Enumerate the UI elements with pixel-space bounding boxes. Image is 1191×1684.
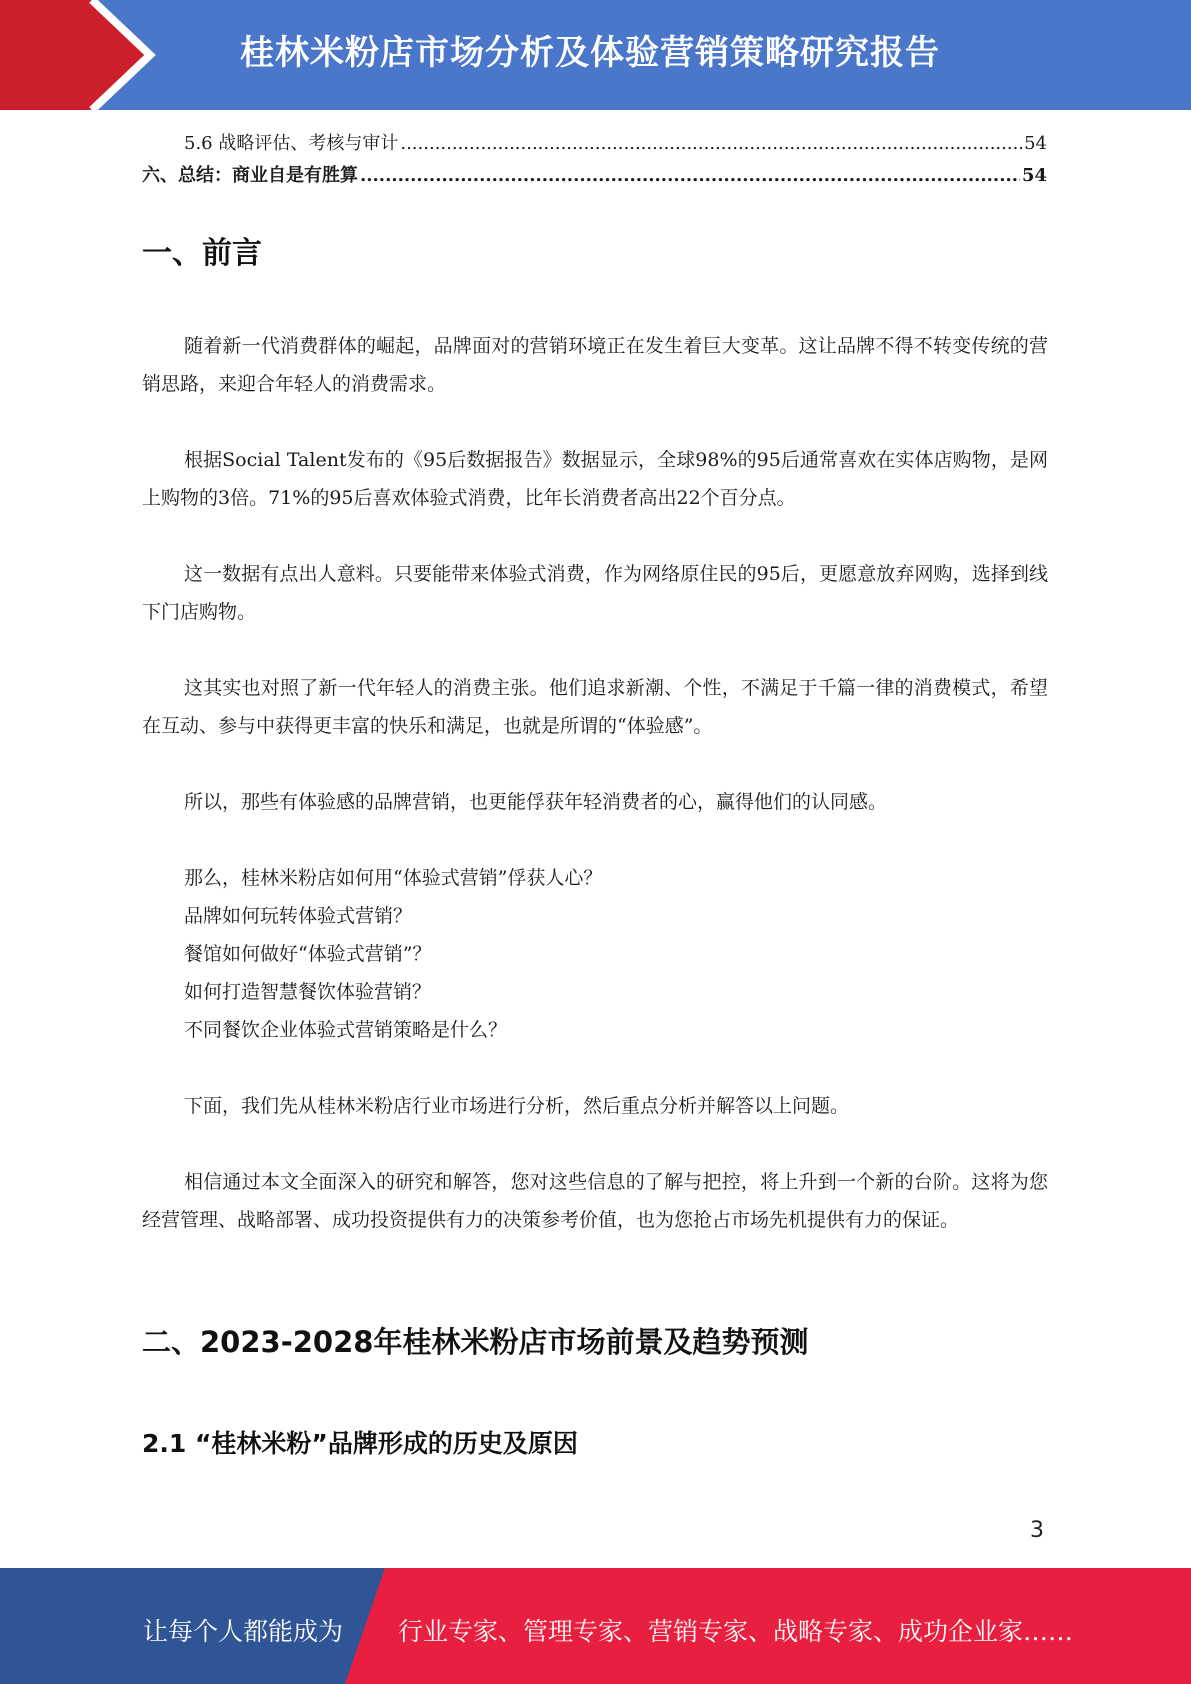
paragraph: 相信通过本文全面深入的研究和解答，您对这些信息的了解与把控，将上升到一个新的台阶。这将为您经营管理、战略部署、成功投资提供有力的决策参考价值，也为您抢占市场先机提供有力的保证。: [142, 1171, 1048, 1231]
paragraph: 根据Social Talent发布的《95后数据报告》数据显示，全球98%的95后通常喜欢在实体店购物，是网上购物的3倍。71%的95后喜欢体验式消费，比年长消费者高出22个百分点。: [142, 449, 1048, 509]
toc-entry-page: 54: [1021, 165, 1047, 186]
footer-slogan-left: 让每个人都能成为: [143, 1617, 344, 1646]
section-heading-market-forecast: 二、2023-2028年桂林米粉店市场前景及趋势预测: [142, 1325, 809, 1359]
question-line: 品牌如何玩转体验式营销？: [184, 905, 413, 927]
toc-entry-label: 5.6 战略评估、考核与审计: [184, 133, 399, 154]
subsection-heading: 2.1 “桂林米粉”品牌形成的历史及原因: [142, 1429, 578, 1458]
toc-entry-label: 六、总结：商业自是有胜算: [142, 165, 358, 186]
paragraph: 下面，我们先从桂林米粉店行业市场进行分析，然后重点分析并解答以上问题。: [184, 1095, 850, 1117]
page-header: [0, 0, 1191, 110]
toc-entry[interactable]: [142, 160, 1047, 192]
paragraph: 这一数据有点出人意料。只要能带来体验式消费，作为网络原住民的95后，更愿意放弃网购，选择到线下门店购物。: [142, 563, 1048, 623]
paragraph: 这其实也对照了新一代年轻人的消费主张。他们追求新潮、个性，不满足于千篇一律的消费模式，希望在互动、参与中获得更丰富的快乐和满足，也就是所谓的“体验感”。: [142, 677, 1048, 737]
page-number: 3: [1030, 1518, 1044, 1543]
paragraph: 随着新一代消费群体的崛起，品牌面对的营销环境正在发生着巨大变革。这让品牌不得不转变传统的营销思路，来迎合年轻人的消费需求。: [142, 335, 1048, 395]
report-title: 桂林米粉店市场分析及体验营销策略研究报告: [240, 33, 940, 73]
footer-slogan-right: 行业专家、管理专家、营销专家、战略专家、成功企业家……: [398, 1617, 1074, 1646]
toc-entry-page: 54: [1024, 133, 1047, 154]
question-line: 餐馆如何做好“体验式营销”？: [184, 943, 432, 965]
question-line: 不同餐饮企业体验式营销策略是什么？: [184, 1019, 508, 1041]
page-footer: [0, 1568, 1191, 1684]
toc-dot-leader: [400, 128, 1022, 160]
paragraph: 所以，那些有体验感的品牌营销，也更能俘获年轻消费者的心，赢得他们的认同感。: [184, 791, 888, 813]
question-line: 如何打造智慧餐饮体验营销？: [184, 981, 432, 1003]
toc-dot-leader: [360, 160, 1020, 192]
question-line: 那么，桂林米粉店如何用“体验式营销”俘获人心？: [184, 867, 603, 889]
table-of-contents: [142, 128, 1047, 192]
section-heading-preface: 一、前言: [142, 236, 262, 271]
toc-entry[interactable]: [142, 128, 1047, 160]
